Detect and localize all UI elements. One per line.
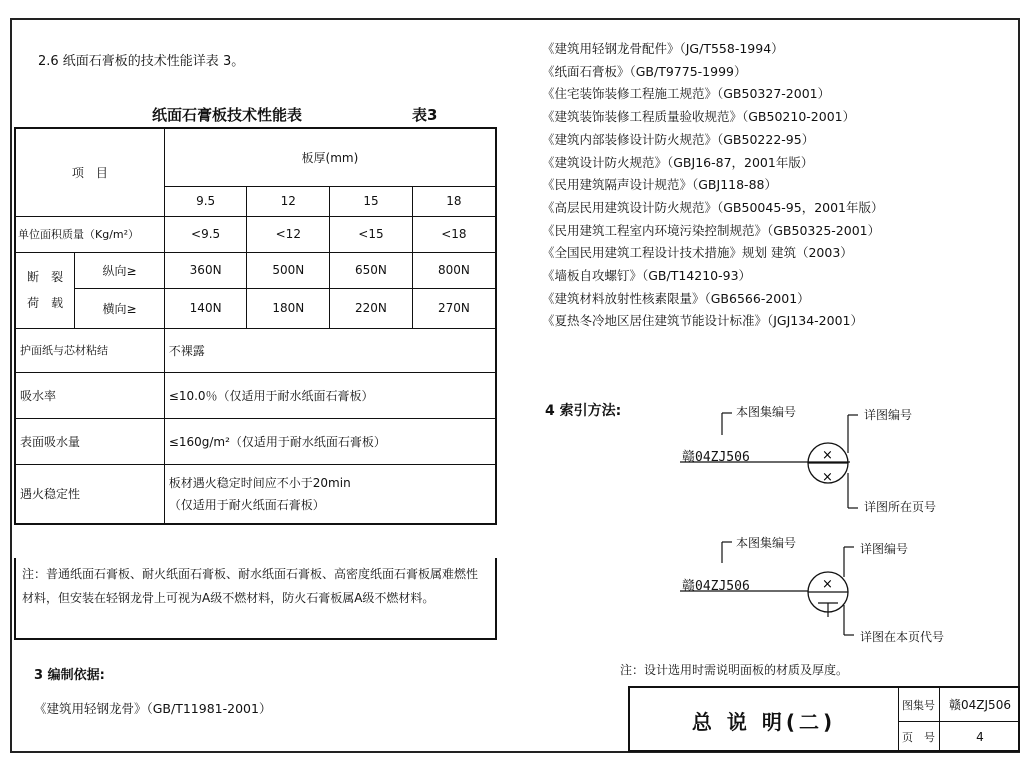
- table-caption: 纸面石膏板技术性能表: [152, 106, 303, 124]
- reference-item: 《住宅装饰装修工程施工规范》（GB50327-2001）: [542, 86, 831, 102]
- fire-value-line1: 板材遇火稳定时间应不小于20min: [168, 475, 351, 490]
- longitudinal-label: 纵向≥: [75, 252, 164, 288]
- reference-item: 《建筑用轻钢龙骨配件》（JG/T558-1994）: [542, 41, 784, 56]
- index2-page-label: 详图在本页代号: [860, 630, 945, 644]
- load-cell: 360N: [164, 252, 247, 288]
- index-diagram: [640, 395, 1010, 655]
- thickness-cell: 15: [330, 186, 413, 216]
- index-note: 注：设计选用时需说明面板的材质及厚度。: [620, 663, 849, 677]
- mass-cell: <12: [247, 216, 330, 252]
- index1-page-label: 详图所在页号: [864, 500, 937, 514]
- reference-list: [542, 38, 884, 333]
- absorb-label: 吸水率: [15, 372, 164, 418]
- table-note: 注：普通纸面石膏板、耐火纸面石膏板、耐水纸面石膏板、高密度纸面石膏板属难燃性材料，但安装在轻钢龙骨上可视为A级不燃材料，防火石膏板属A级不燃材料。: [14, 558, 497, 640]
- spec-table: [14, 127, 497, 525]
- reference-item: 《建筑设计防火规范》（GBJ16-87，2001年版）: [542, 154, 814, 170]
- load-cell: 500N: [247, 252, 330, 288]
- mass-cell: <18: [412, 216, 496, 252]
- section-4-title: 4 索引方法:: [545, 403, 622, 419]
- fire-label: 遇火稳定性: [15, 464, 164, 524]
- reference-item: 《夏热冬冷地区居住建筑节能设计标准》（JGJ134-2001）: [542, 313, 863, 329]
- bond-label: 护面纸与芯材粘结: [15, 328, 164, 372]
- reference-item: 《民用建筑工程室内环境污染控制规范》（GB50325-2001）: [542, 222, 881, 238]
- reference-item: 《民用建筑隔声设计规范》（GBJ118-88）: [542, 177, 777, 193]
- index2-atlas-label: 本图集编号: [736, 536, 797, 550]
- title-block: [628, 686, 1020, 752]
- bond-value: 不裸露: [164, 328, 496, 372]
- mass-cell: <15: [330, 216, 413, 252]
- index1-detail-label: 详图编号: [864, 408, 913, 422]
- detail-mark: ×: [822, 577, 833, 592]
- surface-label: 表面吸水量: [15, 418, 164, 464]
- load-cell: 220N: [330, 288, 413, 328]
- index1-atlas-label: 本图集编号: [736, 405, 797, 419]
- mass-label: 单位面积质量（Kg/m²）: [15, 216, 164, 252]
- reference-item: 《墙板自攻螺钉》（GB/T14210-93）: [542, 268, 752, 284]
- page-mark: ×: [822, 470, 833, 485]
- atlas-no-label: 图集号: [898, 688, 940, 722]
- load-cell: 800N: [412, 252, 496, 288]
- load-cell: 180N: [247, 288, 330, 328]
- break-load-label: 断 裂 荷 载: [15, 252, 75, 328]
- item-header: 项 目: [15, 128, 164, 216]
- thickness-cell: 9.5: [164, 186, 247, 216]
- reference-item: 《全国民用建筑工程设计技术措施》规划 建筑（2003）: [542, 245, 853, 261]
- table-number: 表3: [412, 106, 438, 124]
- index2-detail-label: 详图编号: [860, 542, 909, 556]
- atlas-no: 赣04ZJ506: [940, 688, 1020, 722]
- sheet-title: 总 说 明(二): [630, 688, 899, 752]
- index2-code: 赣04ZJ506: [682, 579, 750, 594]
- load-cell: 140N: [164, 288, 247, 328]
- reference-item: 《纸面石膏板》（GB/T9775-1999）: [542, 63, 747, 79]
- mass-cell: <9.5: [164, 216, 247, 252]
- fire-value-line2: （仅适用于耐火纸面石膏板）: [168, 497, 325, 512]
- section-2-6-text: 2.6 纸面石膏板的技术性能详表 3。: [38, 54, 245, 69]
- reference-item: 《高层民用建筑设计防火规范》（GB50045-95，2001年版）: [542, 199, 884, 215]
- index1-code: 赣04ZJ506: [682, 450, 750, 465]
- reference-item: 《建筑内部装修设计防火规范》（GB50222-95）: [542, 131, 815, 147]
- section-3-title: 3 编制依据:: [34, 668, 105, 683]
- reference-item: 《建筑材料放射性核素限量》（GB6566-2001）: [542, 290, 810, 306]
- thickness-header: 板厚(mm): [164, 128, 496, 186]
- reference-item: 《建筑用轻钢龙骨》（GB/T11981-2001）: [34, 701, 272, 716]
- detail-mark: ×: [822, 448, 833, 463]
- reference-item: 《建筑装饰装修工程质量验收规范》（GB50210-2001）: [542, 109, 856, 125]
- load-cell: 650N: [330, 252, 413, 288]
- transverse-label: 横向≥: [75, 288, 164, 328]
- surface-value: ≤160g/m²（仅适用于耐水纸面石膏板）: [164, 418, 496, 464]
- page-no-label: 页 号: [898, 722, 940, 752]
- thickness-cell: 18: [412, 186, 496, 216]
- load-cell: 270N: [412, 288, 496, 328]
- absorb-value: ≤10.0％（仅适用于耐水纸面石膏板）: [164, 372, 496, 418]
- thickness-cell: 12: [247, 186, 330, 216]
- page-no: 4: [976, 730, 984, 744]
